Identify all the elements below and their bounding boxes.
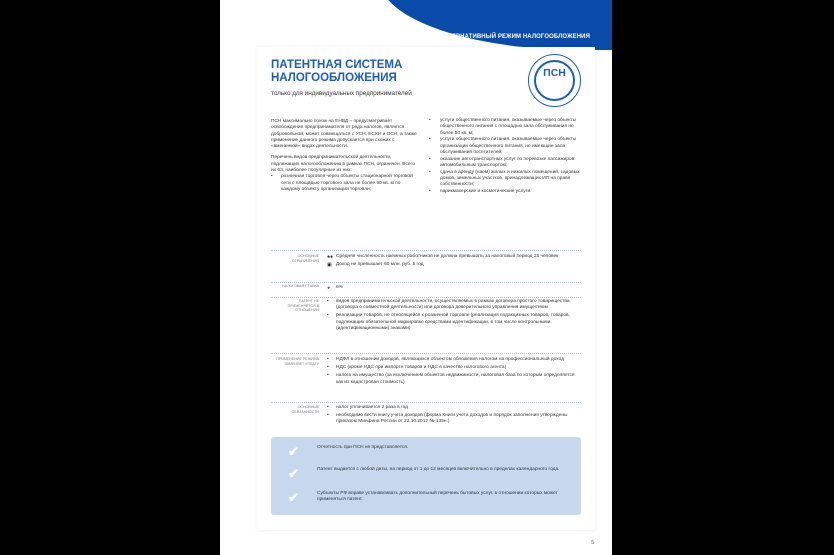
restriction-item: [327, 262, 581, 268]
pie-icon: ◕: [327, 284, 331, 291]
list-item: • оказание автотранспортных услуг по перевозке пассажиров автомобильным транспортом;: [429, 157, 581, 170]
row-content: [327, 405, 581, 428]
restriction-item: [327, 254, 581, 260]
restriction-text: Доход не превышает 60 млн. руб. в год: [336, 262, 424, 268]
list-item: • налог уплачивается 2 раза в год: [327, 405, 581, 411]
intro-right-column: [429, 118, 581, 196]
activities-list-right: [429, 118, 581, 196]
list-item: • сдача в аренду (наем) жилых и нежилых помещений, садовых домов, земельных участков, принадлежащих ИП на праве собственности;: [429, 170, 581, 189]
list-item: • реализации товаров, не относящейся к розничной торговле (реализация подакцизных товаров, товаров, подлежащих обязательной маркировке средствами идентификации, в том числе контрольными (идентификационными) знаками): [327, 313, 581, 332]
notes-box: [271, 437, 581, 515]
list-item: • розничная торговля через объекты стационарной торговой сети с площадью торгового зала не более 50 кв. м по каждому объекту организации торговли;: [271, 174, 419, 193]
title-line-2: НАЛОГООБЛОЖЕНИЯ: [271, 72, 397, 84]
document-page: [220, 0, 612, 555]
check-icon: ✔: [288, 466, 299, 481]
intro-paragraph: ПСН максимально похож на ЕНВД – предусматривает освобождение предпринимателя от ряда налогов, является добровольной, может совмещаться с УСН, ЕСХН и ОСН, а также применение данного режима допускается при схожих с «вмененкой» видах деятельности.: [271, 119, 417, 150]
content-card: [257, 47, 595, 530]
list-item: • НДФЛ в отношении доходов, являющихся объектом обложения налогом на профессиональный доход: [327, 357, 581, 363]
page-title: [271, 59, 481, 85]
row-label: ОСНОВНЫЕ ОБЯЗАННОСТИ: [291, 405, 319, 414]
note-item: [271, 464, 581, 488]
list-item: • НДС (кроме НДС при импорте товаров и НДС в качестве налогового агента): [327, 365, 581, 371]
rate-item: [327, 285, 581, 291]
restriction-text: Средняя численность наемных работников не должна превышать за налоговый период 15 человек: [336, 254, 559, 259]
title-line-1: ПАТЕНТНАЯ СИСТЕМА: [271, 59, 403, 71]
note-item: [271, 442, 581, 466]
rate-value: 6%: [336, 285, 343, 290]
page-number: 5: [591, 540, 594, 546]
note-text: Субъекты РФ вправе устанавливать дополнительный перечень бытовых услуг, в отношении которых может применяться патент.: [317, 491, 558, 503]
page-subtitle: только для индивидуальных предпринимателей: [271, 90, 412, 97]
note-text: Отчетность при ПСН не представляется.: [317, 445, 409, 450]
badge-label: ПСН: [543, 67, 566, 79]
list-item: • необходимо вести книгу учета доходов (форма Книги учета доходов и порядок заполнения утверждены приказом Минфина России от 22.10.2012 № 135н.): [327, 413, 581, 425]
header-band: [380, 0, 612, 50]
list-item: • услуги общественного питания, оказываемые через объекты общественного питания с площадью зала обслуживания не более 50 кв. м;: [429, 118, 581, 137]
check-icon: ✔: [288, 444, 299, 459]
row-label: ОСНОВНЫЕ ОГРАНИЧЕНИЯ: [291, 254, 319, 263]
intro-left-column: [271, 119, 419, 193]
psn-badge-icon: [528, 54, 581, 107]
money-icon: ▣: [327, 261, 332, 268]
activities-list-left: [271, 174, 419, 193]
check-icon: ✔: [288, 490, 299, 505]
section-title: ВЫБИРАЕМ АЛЬТЕРНАТИВНЫЙ РЕЖИМ НАЛОГООБЛОЖЕНИЯ: [397, 34, 590, 40]
tax-rate-row: [271, 282, 581, 296]
list-item: • налога на имущество (за исключением объектов недвижимости, налоговая база по которым определяется как их кадастровая стоимость): [327, 373, 581, 385]
row-content: [327, 254, 581, 270]
note-item: [271, 488, 581, 512]
list-item: • парикмахерские и косметические услуги.: [429, 189, 581, 195]
list-item: • услуги общественного питания, оказываемые через объекты организации общественного питания, не имеющие зала обслуживания посетителей;: [429, 137, 581, 156]
restrictions-row: [271, 250, 581, 282]
row-content: [327, 299, 581, 334]
row-content: [327, 285, 581, 293]
row-label: ПРИМЕНЕНИЕ РЕЖИМА ЗАМЕНЯЕТ УПЛАТУ: [276, 357, 319, 366]
row-label: ПАТЕНТ НЕ ПРИМЕНЯЕТСЯ В ОТНОШЕНИИ: [287, 299, 319, 313]
duties-row: [271, 402, 581, 432]
row-content: [327, 357, 581, 388]
activities-intro: Перечень видов предпринимательской деятельности, подлежащих налогообложению в рамках ПСН, ограничен. Всего их 63, наиболее популярные из них:: [271, 155, 415, 174]
list-item: • видов предпринимательской деятельности, осуществляемых в рамках договора простого товарищества (договора о совместной деятельности) или договора доверительного управления имуществом: [327, 299, 581, 311]
replaces-row: [271, 353, 581, 403]
note-text: Патент выдается с любой даты, на период от 1 до 12 месяцев включительно в пределах календарного года.: [317, 467, 560, 472]
people-icon: ●●: [327, 253, 334, 260]
row-label: НАЛОГОВАЯ СТАВКА: [282, 283, 319, 288]
not-applied-row: [271, 297, 581, 356]
